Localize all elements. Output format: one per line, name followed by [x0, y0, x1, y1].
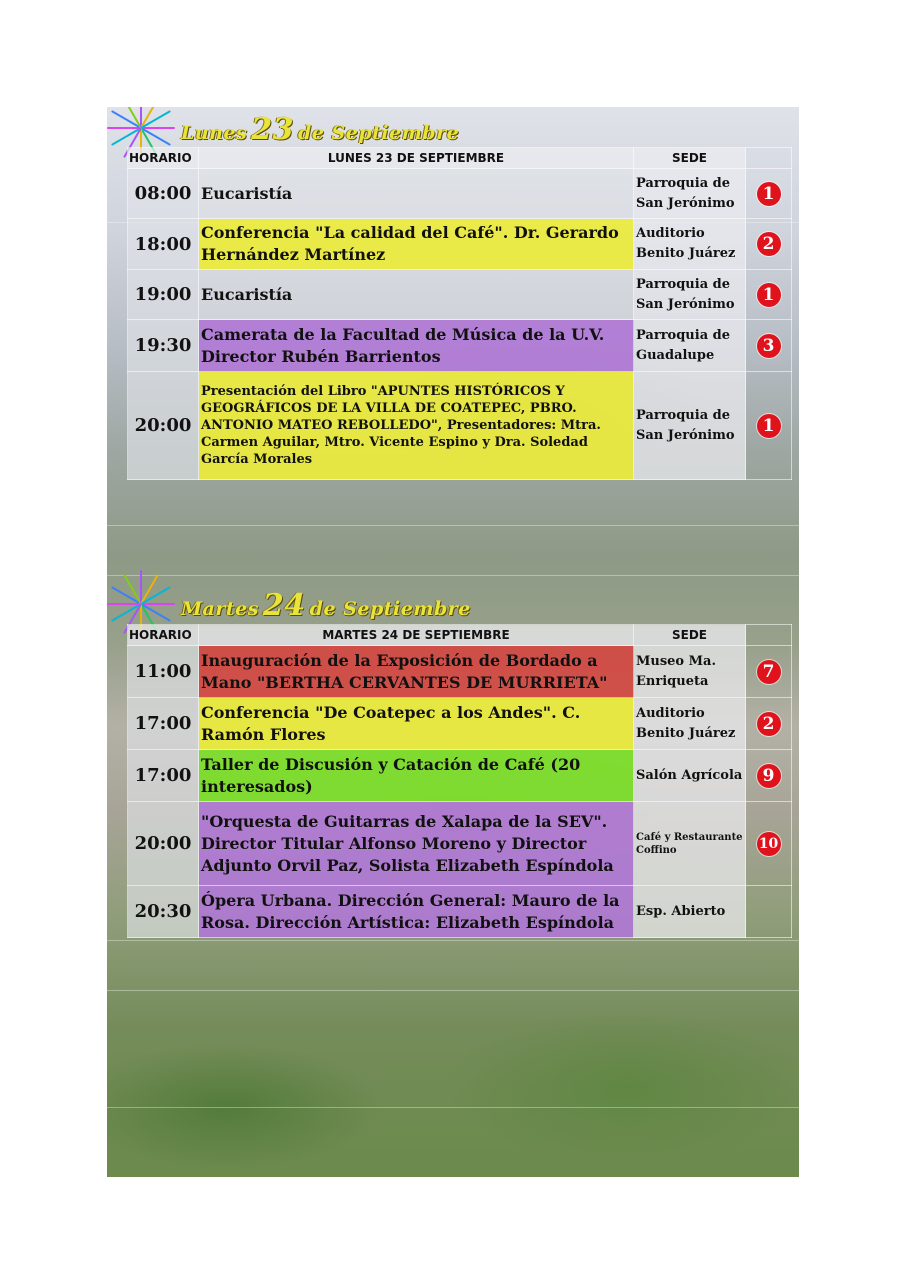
event-activity: Eucaristía — [199, 169, 634, 219]
event-venue: Parroquia de San Jerónimo — [634, 270, 746, 320]
event-activity: Ópera Urbana. Dirección General: Mauro de la Rosa. Dirección Artística: Elizabeth Espíndola — [199, 886, 634, 938]
table-row — [128, 169, 792, 219]
venue-number-badge: 1 — [757, 182, 781, 206]
event-activity: Inauguración de la Exposición de Bordado a Mano "BERTHA CERVANTES DE MURRIETA" — [199, 646, 634, 698]
event-time: 18:00 — [128, 219, 199, 270]
event-venue: Parroquia de San Jerónimo — [634, 169, 746, 219]
venue-number-badge: 7 — [757, 660, 781, 684]
venue-header: SEDE — [634, 625, 746, 646]
table-row — [128, 372, 792, 480]
venue-number-badge: 1 — [757, 283, 781, 307]
event-venue: Museo Ma. Enriqueta — [634, 646, 746, 698]
table-row — [128, 646, 792, 698]
venue-number-badge: 2 — [757, 712, 781, 736]
day1-banner — [117, 109, 459, 149]
venue-header: SEDE — [634, 148, 746, 169]
event-activity: Taller de Discusión y Catación de Café (20 interesados) — [199, 750, 634, 802]
table-row — [128, 802, 792, 886]
event-time: 08:00 — [128, 169, 199, 219]
event-venue: Auditorio Benito Juárez — [634, 698, 746, 750]
day2-title: Martes 24 de Septiembre — [181, 587, 471, 623]
table-row — [128, 698, 792, 750]
day2-header-row — [128, 625, 792, 646]
table-row — [128, 320, 792, 372]
time-header: HORARIO — [128, 625, 199, 646]
table-row — [128, 750, 792, 802]
event-poster — [107, 107, 799, 1177]
event-venue: Café y Restaurante Coffino — [634, 802, 746, 886]
event-time: 11:00 — [128, 646, 199, 698]
event-time: 19:30 — [128, 320, 199, 372]
fireworks-icon — [117, 585, 187, 625]
day2-banner — [117, 585, 471, 625]
event-activity: Conferencia "De Coatepec a los Andes". C. Ramón Flores — [199, 698, 634, 750]
event-activity: Eucaristía — [199, 270, 634, 320]
activity-header: LUNES 23 DE SEPTIEMBRE — [199, 148, 634, 169]
table-row — [128, 219, 792, 270]
day1-schedule-table — [127, 147, 792, 480]
activity-header: MARTES 24 DE SEPTIEMBRE — [199, 625, 634, 646]
event-venue: Esp. Abierto — [634, 886, 746, 938]
event-activity: Camerata de la Facultad de Música de la U.V. Director Rubén Barrientos — [199, 320, 634, 372]
time-header: HORARIO — [128, 148, 199, 169]
fireworks-icon — [117, 109, 187, 149]
event-time: 19:00 — [128, 270, 199, 320]
day1-header-row — [128, 148, 792, 169]
event-time: 20:00 — [128, 802, 199, 886]
event-time: 20:00 — [128, 372, 199, 480]
event-activity: Presentación del Libro "APUNTES HISTÓRICOS Y GEOGRÁFICOS DE LA VILLA DE COATEPEC, PBRO. ANTONIO MATEO REBOLLEDO", Presentadores: Mtra. Carmen Aguilar, Mtro. Vicente Espino y Dra. Soledad García Morales — [199, 372, 634, 480]
day1-title: Lunes 23 de Septiembre — [181, 111, 460, 147]
table-row — [128, 886, 792, 938]
day2-schedule-table — [127, 624, 792, 938]
event-venue: Auditorio Benito Juárez — [634, 219, 746, 270]
venue-number-badge: 2 — [757, 232, 781, 256]
venue-number-badge: 1 — [757, 414, 781, 438]
venue-number-badge: 10 — [757, 832, 781, 856]
event-venue: Salón Agrícola — [634, 750, 746, 802]
event-time: 17:00 — [128, 750, 199, 802]
event-activity: "Orquesta de Guitarras de Xalapa de la SEV". Director Titular Alfonso Moreno y Director Adjunto Orvil Paz, Solista Elizabeth Espíndola — [199, 802, 634, 886]
event-time: 17:00 — [128, 698, 199, 750]
table-row — [128, 270, 792, 320]
event-activity: Conferencia "La calidad del Café". Dr. Gerardo Hernández Martínez — [199, 219, 634, 270]
venue-number-badge: 9 — [757, 764, 781, 788]
venue-number-badge: 3 — [757, 334, 781, 358]
event-venue: Parroquia de San Jerónimo — [634, 372, 746, 480]
event-venue: Parroquia de Guadalupe — [634, 320, 746, 372]
event-time: 20:30 — [128, 886, 199, 938]
